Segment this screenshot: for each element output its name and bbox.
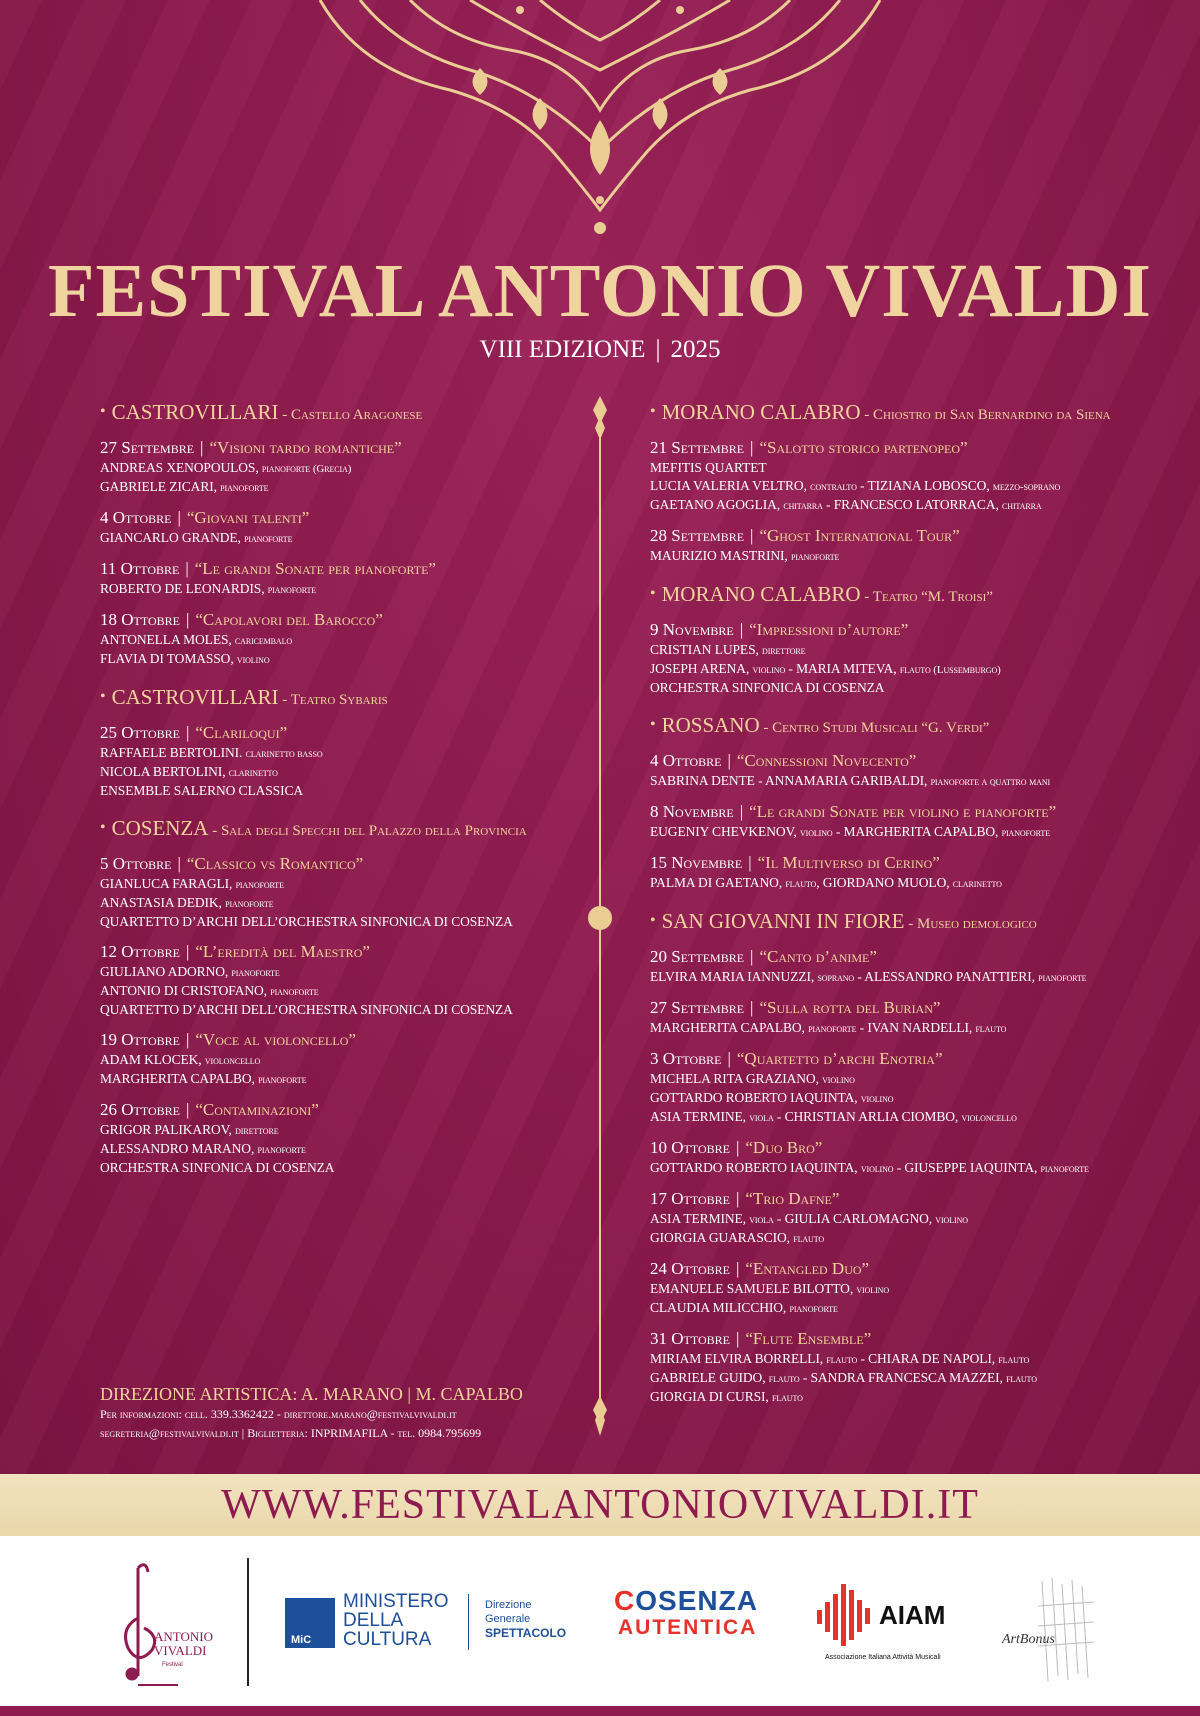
performer-role: pianoforte: [258, 1074, 307, 1086]
performer-name: JOSEPH ARENA,: [650, 661, 753, 676]
performer-role: violino: [799, 827, 833, 839]
performer-role: pianoforte a quattro mani: [930, 776, 1051, 788]
performer-role: pianoforte: [1040, 1163, 1089, 1175]
event-date: 4 Ottobre: [650, 751, 722, 770]
performer-line: [100, 982, 590, 1001]
venue-heading: • CASTROVILLARI - Teatro Sybaris: [100, 685, 388, 709]
performer-name: GABRIELE GUIDO,: [650, 1370, 769, 1385]
performer-name: , GIORDANO MUOLO,: [816, 875, 953, 890]
performer-name: - TIZIANA LOBOSCO,: [856, 478, 993, 493]
bullet-icon: •: [650, 403, 656, 420]
event-title: “Le grandi Sonate per violino e pianoforte”: [749, 802, 1057, 821]
performer-name: MICHELA RITA GRAZIANO,: [650, 1071, 823, 1086]
performer-role: flauto: [785, 878, 817, 890]
performer-name: QUARTETTO D’ARCHI DELL’ORCHESTRA SINFONICA DI COSENZA: [100, 914, 513, 929]
vivaldi-festival-logo: [118, 1558, 218, 1688]
event-date: 9 Novembre: [650, 620, 734, 639]
concert-event: 17 Ottobre | “Trio Dafne” ASIA TERMINE, viola - GIULIA CARLOMAGNO, violino GIORGIA GUARASCIO, flauto: [650, 1188, 1190, 1248]
event-title: “Giovani talenti”: [186, 508, 310, 527]
bullet-icon: •: [650, 716, 656, 733]
performer-role: soprano: [817, 972, 855, 984]
performer-name: CLAUDIA MILICCHIO,: [650, 1300, 790, 1315]
performer-role: flauto: [998, 1354, 1030, 1366]
festival-title: FESTIVAL ANTONIO VIVALDI: [48, 249, 1152, 333]
performer-line: [100, 529, 590, 548]
performer-role: pianoforte: [220, 482, 269, 494]
performer-role: contralto: [810, 481, 857, 493]
venue-place: Chiostro di San Bernardino da Siena: [873, 407, 1111, 423]
event-date: 10 Ottobre: [650, 1138, 730, 1157]
performer-name: GIORGIA GUARASCIO,: [650, 1230, 794, 1245]
performer-name: - GIULIA CARLOMAGNO,: [773, 1211, 936, 1226]
performer-name: - MARGHERITA CAPALBO,: [832, 824, 1002, 839]
performer-role: pianoforte: [235, 879, 284, 891]
cosenza-autentica-logo: [614, 1586, 784, 1666]
concert-event: 31 Ottobre | “Flute Ensemble” MIRIAM ELVIRA BORRELLI, flauto - CHIARA DE NAPOLI, flauto GABRIELE GUIDO, flauto - SANDRA FRANCESCA MAZZEI, flauto GIORGIA DI CURSI, flauto: [650, 1328, 1190, 1407]
contact-info-line-1: Per informazioni: cell. 339.3362422 - direttore.marano@festivalvivaldi.it: [100, 1407, 457, 1421]
venue-place: Castello Aragonese: [290, 407, 423, 423]
performer-name: RAFFAELE BERTOLINI.: [100, 745, 246, 760]
performer-role: pianoforte: [1038, 972, 1087, 984]
performer-line: [650, 1280, 1190, 1299]
event-date: 20 Settembre: [650, 947, 745, 966]
performer-line: [650, 1229, 1190, 1248]
performer-role: clarinetto: [228, 767, 278, 779]
bullet-icon: •: [650, 585, 656, 602]
performer-name: GAETANO AGOGLIA,: [650, 497, 784, 512]
performer-role: violino: [822, 1074, 855, 1086]
event-date: 21 Settembre: [650, 438, 745, 457]
venue-heading: • MORANO CALABRO - Teatro “M. Troisi”: [650, 582, 993, 606]
artbonus-texture-icon: [1002, 1576, 1098, 1686]
performer-role: violino: [860, 1163, 894, 1175]
event-title: “Sulla rotta del Burian”: [759, 998, 941, 1017]
event-date: 4 Ottobre: [100, 508, 172, 527]
performer-role: violino: [860, 1093, 894, 1105]
performer-role: flauto: [793, 1233, 825, 1245]
performer-name: GIULIANO ADORNO,: [100, 964, 232, 979]
performer-name: - CHRISTIAN ARLIA CIOMBO,: [773, 1109, 962, 1124]
mandala-ornament: [300, 0, 900, 240]
mic-name-3: CULTURA: [343, 1629, 432, 1650]
venue-block: [650, 713, 1190, 893]
performer-name: ORCHESTRA SINFONICA DI COSENZA: [100, 1160, 335, 1175]
performer-role: pianoforte: [270, 986, 319, 998]
performer-name: ENSEMBLE SALERNO CLASSICA: [100, 783, 304, 798]
event-date: 27 Settembre: [100, 438, 195, 457]
concert-event: 18 Ottobre | “Capolavori del Barocco” ANTONELLA MOLES, caricembalo FLAVIA DI TOMASSO, violino: [100, 609, 590, 669]
performer-line: [650, 1108, 1190, 1127]
performer-name: - FRANCESCO LATORRACA,: [822, 497, 1003, 512]
performer-line: [650, 477, 1190, 496]
concert-event: 9 Novembre | “Impressioni d’autore” CRISTIAN LUPES, direttore JOSEPH ARENA, violino - MARIA MITEVA, flauto (Lussemburgo) ORCHESTRA SINFONICA DI COSENZA: [650, 619, 1190, 697]
performer-line: [650, 679, 1190, 697]
aiam-subtitle: Associazione Italiana Attività Musicali: [825, 1654, 941, 1661]
performer-role: flauto: [975, 1023, 1007, 1035]
concert-event: 26 Ottobre | “Contaminazioni” GRIGOR PALIKAROV, direttore ALESSANDRO MARANO, pianoforte ORCHESTRA SINFONICA DI COSENZA: [100, 1099, 590, 1177]
event-date: 25 Ottobre: [100, 723, 180, 742]
performer-role: flauto: [826, 1354, 858, 1366]
event-title: “Clariloqui”: [195, 723, 288, 742]
edition-line: VIII EDIZIONE | 2025: [479, 336, 721, 363]
event-title: “Salotto storico partenopeo”: [759, 438, 968, 457]
performer-line: [100, 913, 590, 931]
performer-name: ANASTASIA DEDIK,: [100, 895, 226, 910]
performer-line: [100, 580, 590, 599]
performer-name: - SANDRA FRANCESCA MAZZEI,: [799, 1370, 1007, 1385]
performer-role: flauto (Lussemburgo): [899, 664, 1001, 676]
performer-line: [100, 875, 590, 894]
cosenza-word: OSENZA: [635, 1585, 758, 1616]
performer-name: GOTTARDO ROBERTO IAQUINTA,: [650, 1090, 861, 1105]
venue-heading: • ROSSANO - Centro Studi Musicali “G. Verdi”: [650, 713, 990, 737]
artistic-direction: DIREZIONE ARTISTICA: A. MARANO | M. CAPALBO: [100, 1384, 523, 1404]
performer-role: pianoforte: [225, 898, 274, 910]
performer-name: ASIA TERMINE,: [650, 1109, 750, 1124]
performer-role: pianoforte (Grecia): [261, 463, 352, 475]
venue-place: Centro Studi Musicali “G. Verdi”: [772, 720, 990, 736]
event-title: “Visioni tardo romantiche”: [209, 438, 402, 457]
concert-event: 20 Settembre | “Canto d’anime” ELVIRA MARIA IANNUZZI, soprano - ALESSANDRO PANATTIERI, pianoforte: [650, 946, 1190, 987]
venue-city: CASTROVILLARI: [111, 400, 279, 424]
contact-info-line-2: segreteria@festivalvivaldi.it | Biglietteria: INPRIMAFILA - tel. 0984.795699: [100, 1426, 482, 1440]
performer-name: PALMA DI GAETANO,: [650, 875, 786, 890]
bullet-icon: •: [100, 688, 106, 705]
performer-role: direttore: [762, 645, 806, 657]
performer-role: violoncello: [204, 1055, 261, 1067]
event-date: 19 Ottobre: [100, 1030, 180, 1049]
performer-name: GIORGIA DI CURSI,: [650, 1389, 772, 1404]
event-date: 11 Ottobre: [100, 559, 180, 578]
concert-event: 8 Novembre | “Le grandi Sonate per violino e pianoforte” EUGENIY CHEVKENOV, violino - MARGHERITA CAPALBO, pianoforte: [650, 801, 1190, 842]
aiam-name: AIAM: [879, 1600, 946, 1630]
performer-name: MARGHERITA CAPALBO,: [100, 1071, 259, 1086]
performer-role: pianoforte: [257, 1144, 306, 1156]
mic-emblem-icon: MiC: [285, 1598, 335, 1648]
performer-role: chitarra: [1002, 500, 1042, 512]
bullet-icon: •: [650, 912, 656, 929]
performer-name: ROBERTO DE LEONARDIS,: [100, 581, 268, 596]
performer-name: MAURIZIO MASTRINI,: [650, 548, 791, 563]
performer-role: flauto: [768, 1373, 800, 1385]
performer-line: [650, 823, 1190, 842]
performer-role: pianoforte: [244, 533, 293, 545]
performer-line: [650, 1299, 1190, 1318]
event-title: “Contaminazioni”: [195, 1100, 319, 1119]
performer-name: MARGHERITA CAPALBO,: [650, 1020, 809, 1035]
performer-line: [100, 782, 590, 800]
vivaldi-logo-line2: VIVALDI: [154, 1643, 207, 1658]
concert-event: 28 Settembre | “Ghost International Tour” MAURIZIO MASTRINI, pianoforte: [650, 525, 1190, 566]
performer-name: EMANUELE SAMUELE BILOTTO,: [650, 1281, 857, 1296]
performer-name: GIANCARLO GRANDE,: [100, 530, 245, 545]
logo-separator: [247, 1558, 249, 1686]
performer-name: ANDREAS XENOPOULOS,: [100, 460, 262, 475]
performer-line: [650, 1369, 1190, 1388]
performer-role: viola: [749, 1112, 774, 1124]
event-title: “Canto d’anime”: [759, 947, 877, 966]
performer-name: - CHIARA DE NAPOLI,: [857, 1351, 999, 1366]
edition-year: 2025: [670, 336, 721, 363]
concert-event: 4 Ottobre | “Connessioni Novecento” SABRINA DENTE - ANNAMARIA GARIBALDI, pianoforte a quattro mani: [650, 750, 1190, 791]
performer-line: [100, 631, 590, 650]
performer-line: [650, 1210, 1190, 1229]
event-date: 5 Ottobre: [100, 854, 172, 873]
event-date: 3 Ottobre: [650, 1049, 722, 1068]
performer-name: GRIGOR PALIKAROV,: [100, 1122, 236, 1137]
performer-line: [650, 547, 1190, 566]
event-date: 15 Novembre: [650, 853, 743, 872]
performer-line: [650, 660, 1190, 679]
performer-name: ADAM KLOCEK,: [100, 1052, 205, 1067]
performer-name: FLAVIA DI TOMASSO,: [100, 651, 237, 666]
performer-role: violino: [752, 664, 786, 676]
cosenza-k: C: [614, 1585, 636, 1616]
performer-name: GOTTARDO ROBERTO IAQUINTA,: [650, 1160, 861, 1175]
performer-line: [100, 894, 590, 913]
aiam-logo: [815, 1576, 980, 1671]
event-title: “Capolavori del Barocco”: [195, 610, 383, 629]
footer-direction: [100, 1384, 590, 1443]
performer-line: [100, 744, 590, 763]
performer-line: [650, 459, 1190, 477]
venue-block: [650, 582, 1190, 697]
venue-place: Teatro “M. Troisi”: [872, 589, 993, 605]
performer-line: [650, 1350, 1190, 1369]
performer-role: flauto: [771, 1392, 803, 1404]
performer-role: pianoforte: [231, 967, 280, 979]
performer-name: ANTONIO DI CRISTOFANO,: [100, 983, 271, 998]
performer-role: flauto: [1006, 1373, 1037, 1385]
performer-name: QUARTETTO D’ARCHI DELL’ORCHESTRA SINFONICA DI COSENZA: [100, 1002, 513, 1017]
right-program-column: [650, 400, 1190, 1423]
performer-line: [100, 1140, 590, 1159]
event-date: 8 Novembre: [650, 802, 734, 821]
venue-heading: • COSENZA - Sala degli Specchi del Palazzo della Provincia: [100, 816, 527, 840]
performer-name: ORCHESTRA SINFONICA DI COSENZA: [650, 680, 885, 695]
mic-dir-2: Generale: [485, 1613, 531, 1625]
concert-event: 25 Ottobre | “Clariloqui” RAFFAELE BERTOLINI. clarinetto basso NICOLA BERTOLINI, clarinetto ENSEMBLE SALERNO CLASSICA: [100, 722, 590, 800]
venue-heading: • MORANO CALABRO - Chiostro di San Bernardino da Siena: [650, 400, 1111, 424]
event-title: “Entangled Duo”: [745, 1259, 870, 1278]
venue-block: [100, 816, 590, 1177]
venue-city: MORANO CALABRO: [661, 582, 861, 606]
event-date: 24 Ottobre: [650, 1259, 730, 1278]
performer-name: GABRIELE ZICARI,: [100, 479, 221, 494]
concert-event: 19 Ottobre | “Voce al violoncello” ADAM KLOCEK, violoncello MARGHERITA CAPALBO, pianoforte: [100, 1029, 590, 1089]
event-title: “Flute Ensemble”: [745, 1329, 872, 1348]
performer-role: direttore: [235, 1125, 279, 1137]
event-title: “Quartetto d’archi Enotria”: [736, 1049, 943, 1068]
performer-name: ANTONELLA MOLES,: [100, 632, 235, 647]
venue-city: ROSSANO: [661, 713, 760, 737]
performer-role: viola: [749, 1214, 774, 1226]
performer-role: violoncello: [961, 1112, 1017, 1124]
venue-block: [100, 400, 590, 669]
performer-line: [650, 496, 1190, 515]
concert-event: 27 Settembre | “Visioni tardo romantiche” ANDREAS XENOPOULOS, pianoforte (Grecia) GABRIELE ZICARI, pianoforte: [100, 437, 590, 497]
performer-line: [100, 459, 590, 478]
event-title: “Voce al violoncello”: [195, 1030, 356, 1049]
performer-name: LUCIA VALERIA VELTRO,: [650, 478, 811, 493]
performer-line: [100, 650, 590, 669]
performer-line: [100, 763, 590, 782]
venue-place: Teatro Sybaris: [290, 692, 388, 708]
vivaldi-logo-sub: Festival: [162, 1662, 183, 1668]
performer-role: violino: [856, 1284, 890, 1296]
performer-line: [100, 963, 590, 982]
performer-role: caricembalo: [234, 635, 293, 647]
concert-event: 4 Ottobre | “Giovani talenti” GIANCARLO GRANDE, pianoforte: [100, 507, 590, 548]
performer-name: GIANLUCA FARAGLI,: [100, 876, 236, 891]
event-title: “Le grandi Sonate per pianoforte”: [194, 559, 436, 578]
performer-line: [650, 1070, 1190, 1089]
concert-event: 10 Ottobre | “Duo Bro” GOTTARDO ROBERTO IAQUINTA, violino - GIUSEPPE IAQUINTA, pianoforte: [650, 1137, 1190, 1178]
event-title: “L’eredità del Maestro”: [195, 942, 370, 961]
performer-name: - MARIA MITEVA,: [785, 661, 900, 676]
performer-line: [100, 1051, 590, 1070]
performer-name: EUGENIY CHEVKENOV,: [650, 824, 800, 839]
performer-line: [650, 1159, 1190, 1178]
performer-name: ASIA TERMINE,: [650, 1211, 750, 1226]
event-date: 17 Ottobre: [650, 1189, 730, 1208]
left-program-column: [100, 400, 590, 1193]
venue-block: [650, 909, 1190, 1407]
concert-event: 24 Ottobre | “Entangled Duo” EMANUELE SAMUELE BILOTTO, violino CLAUDIA MILICCHIO, pianoforte: [650, 1258, 1190, 1318]
performer-line: [100, 1121, 590, 1140]
performer-name: ELVIRA MARIA IANNUZZI,: [650, 969, 818, 984]
concert-event: 21 Settembre | “Salotto storico partenopeo” MEFITIS QUARTET LUCIA VALERIA VELTRO, contralto - TIZIANA LOBOSCO, mezzo-soprano GAETANO AGOGLIA, chitarra - FRANCESCO LATORRACA, chitarra: [650, 437, 1190, 515]
performer-name: MIRIAM ELVIRA BORRELLI,: [650, 1351, 827, 1366]
performer-line: [650, 1089, 1190, 1108]
mic-dir-1: Direzione: [485, 1599, 532, 1611]
performer-line: [650, 772, 1190, 791]
event-title: “Connessioni Novecento”: [736, 751, 917, 770]
performer-line: [100, 1070, 590, 1089]
event-title: “Duo Bro”: [745, 1138, 823, 1157]
event-date: 26 Ottobre: [100, 1100, 180, 1119]
performer-name: NICOLA BERTOLINI,: [100, 764, 229, 779]
concert-event: 27 Settembre | “Sulla rotta del Burian” MARGHERITA CAPALBO, pianoforte - IVAN NARDELLI, flauto: [650, 997, 1190, 1038]
performer-line: [100, 1001, 590, 1019]
event-date: 28 Settembre: [650, 526, 745, 545]
performer-role: pianoforte: [808, 1023, 857, 1035]
venue-heading: • CASTROVILLARI - Castello Aragonese: [100, 400, 423, 424]
event-date: 27 Settembre: [650, 998, 745, 1017]
mic-dir-3: SPETTACOLO: [485, 1626, 567, 1640]
venue-block: [650, 400, 1190, 566]
aiam-bars-icon: [815, 1580, 875, 1650]
venue-place: Sala degli Specchi del Palazzo della Provincia: [220, 823, 527, 839]
event-date: 18 Ottobre: [100, 610, 180, 629]
violin-clef-icon: [118, 1558, 178, 1688]
event-title: “Classico vs Romantico”: [186, 854, 364, 873]
event-title: “Impressioni d’autore”: [749, 620, 909, 639]
performer-line: [100, 478, 590, 497]
performer-role: pianoforte: [1001, 827, 1050, 839]
bullet-icon: •: [100, 403, 106, 420]
venue-city: SAN GIOVANNI IN FIORE: [661, 909, 905, 933]
performer-line: [100, 1159, 590, 1177]
event-title: “Trio Dafne”: [745, 1189, 840, 1208]
concert-event: 12 Ottobre | “L’eredità del Maestro” GIULIANO ADORNO, pianoforte ANTONIO DI CRISTOFANO, pianoforte QUARTETTO D’ARCHI DELL’ORCHESTRA SINFONICA DI COSENZA: [100, 941, 590, 1019]
performer-line: [650, 1388, 1190, 1407]
venue-city: MORANO CALABRO: [661, 400, 861, 424]
ministero-cultura-logo: [285, 1592, 585, 1662]
performer-name: ALESSANDRO MARANO,: [100, 1141, 258, 1156]
concert-event: 3 Ottobre | “Quartetto d’archi Enotria” MICHELA RITA GRAZIANO, violino GOTTARDO ROBERTO IAQUINTA, violino ASIA TERMINE, viola - CHRISTIAN ARLIA CIOMBO, violoncello: [650, 1048, 1190, 1127]
performer-role: pianoforte: [790, 551, 840, 563]
performer-role: chitarra: [783, 500, 823, 512]
performer-role: clarinetto basso: [245, 748, 323, 760]
performer-line: [650, 874, 1190, 893]
performer-role: clarinetto: [952, 878, 1002, 890]
performer-line: [650, 968, 1190, 987]
event-date: 31 Ottobre: [650, 1329, 730, 1348]
performer-name: - GIUSEPPE IAQUINTA,: [893, 1160, 1041, 1175]
performer-line: [650, 641, 1190, 660]
event-title: “Il Multiverso di Cerino”: [757, 853, 940, 872]
venue-city: COSENZA: [111, 816, 209, 840]
performer-name: CRISTIAN LUPES,: [650, 642, 763, 657]
performer-role: mezzo-soprano: [992, 481, 1061, 493]
performer-role: violino: [236, 654, 270, 666]
website-banner[interactable]: WWW.FESTIVALANTONIOVIVALDI.IT: [0, 1474, 1200, 1536]
sponsor-logos: [0, 1536, 1200, 1706]
performer-name: - IVAN NARDELLI,: [856, 1020, 976, 1035]
mic-name-2: DELLA: [343, 1610, 404, 1631]
performer-line: [650, 1019, 1190, 1038]
bottom-strip: [0, 1706, 1200, 1716]
vivaldi-logo-line1: ANTONIO: [154, 1629, 213, 1644]
bullet-icon: •: [100, 819, 106, 836]
artbonus-name: ArtBonus: [1002, 1632, 1055, 1647]
performer-name: MEFITIS QUARTET: [650, 460, 767, 475]
edition-number: VIII EDIZIONE: [479, 336, 646, 363]
event-title: “Ghost International Tour”: [759, 526, 960, 545]
performer-role: violino: [935, 1214, 968, 1226]
cosenza-autentica: AUTENTICA: [618, 1616, 758, 1639]
artbonus-logo: [1002, 1576, 1098, 1686]
venue-city: CASTROVILLARI: [111, 685, 279, 709]
performer-role: pianoforte: [267, 584, 317, 596]
performer-name: SABRINA DENTE - ANNAMARIA GARIBALDI,: [650, 773, 931, 788]
concert-event: 11 Ottobre | “Le grandi Sonate per pianoforte” ROBERTO DE LEONARDIS, pianoforte: [100, 558, 590, 599]
mic-name-1: MINISTERO: [343, 1591, 449, 1612]
concert-event: 15 Novembre | “Il Multiverso di Cerino” PALMA DI GAETANO, flauto, GIORDANO MUOLO, clarinetto: [650, 852, 1190, 893]
venue-place: Museo demologico: [916, 916, 1037, 932]
performer-name: - ALESSANDRO PANATTIERI,: [854, 969, 1039, 984]
venue-heading: • SAN GIOVANNI IN FIORE - Museo demologico: [650, 909, 1037, 933]
venue-block: [100, 685, 590, 800]
concert-event: 5 Ottobre | “Classico vs Romantico” GIANLUCA FARAGLI, pianoforte ANASTASIA DEDIK, pianoforte QUARTETTO D’ARCHI DELL’ORCHESTRA SINFONICA DI COSENZA: [100, 853, 590, 931]
performer-role: pianoforte: [789, 1303, 838, 1315]
event-date: 12 Ottobre: [100, 942, 180, 961]
